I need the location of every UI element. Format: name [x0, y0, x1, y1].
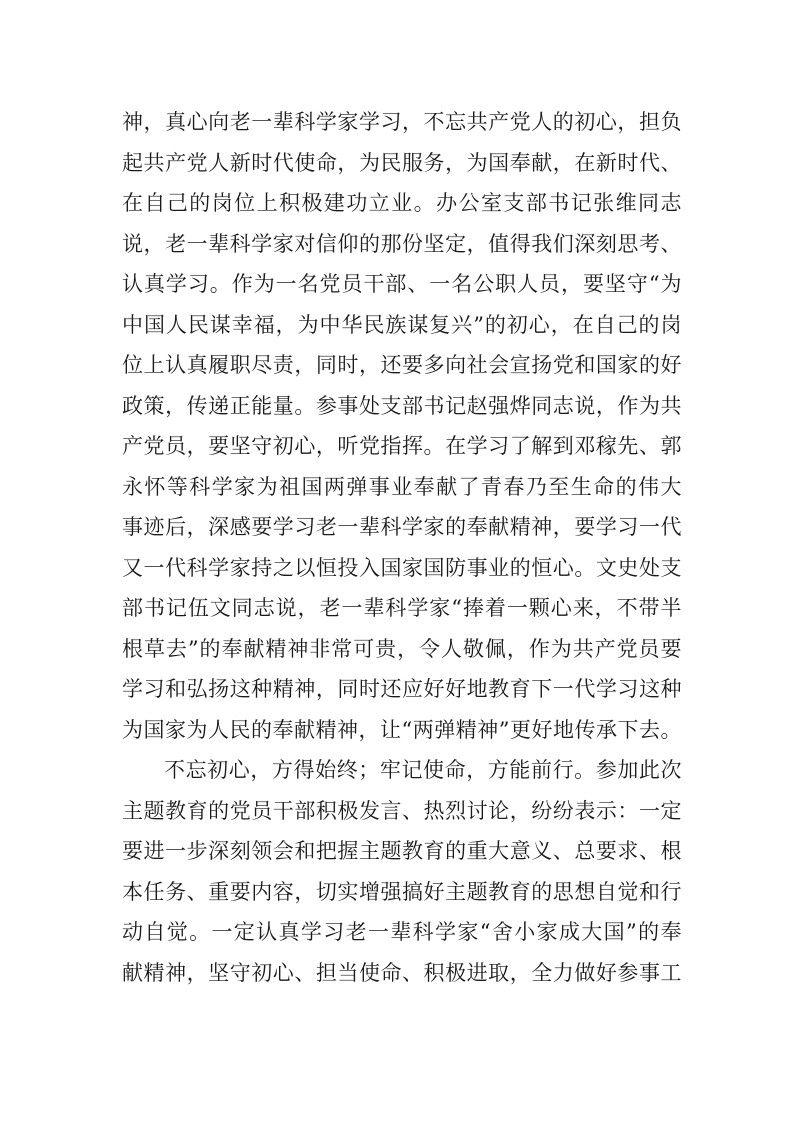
text-line: 不忘初心，方得始终；牢记使命，方能前行。参加此次	[164, 758, 682, 782]
text-line: 认真学习。作为一名党员干部、一名公职人员，要坚守“为	[122, 272, 682, 296]
text-line: 说，老一辈科学家对信仰的那份坚定，值得我们深刻思考、	[122, 231, 682, 256]
text-line: 在自己的岗位上积极建功立业。办公室支部书记张维同志	[122, 191, 682, 215]
text-line: 产党员，要坚守初心，听党指挥。在学习了解到邓稼先、郭	[122, 434, 682, 458]
text-line: 为国家为人民的奉献精神，让“两弹精神”更好地传承下去。	[122, 717, 682, 742]
text-line: 事迹后，深感要学习老一辈科学家的奉献精神，要学习一代	[122, 515, 682, 539]
text-line: 本任务、重要内容，切实增强搞好主题教育的思想自觉和行	[122, 879, 682, 904]
text-line: 政策，传递正能量。参事处支部书记赵强烨同志说，作为共	[122, 393, 682, 418]
paragraph-2	[122, 750, 682, 993]
text-line: 又一代科学家持之以恒投入国家国防事业的恒心。文史处支	[122, 555, 682, 580]
text-line: 主题教育的党员干部积极发言、热烈讨论，纷纷表示：一定	[122, 798, 682, 823]
text-line: 要进一步深刻领会和把握主题教育的重大意义、总要求、根	[122, 839, 682, 863]
text-line: 献精神，坚守初心、担当使命、积极进取，全力做好参事工	[122, 960, 682, 985]
body-text	[122, 102, 682, 993]
text-line: 神，真心向老一辈科学家学习，不忘共产党人的初心，担负	[122, 110, 682, 134]
text-line: 动自觉。一定认真学习老一辈科学家“舍小家成大国”的奉	[122, 920, 682, 944]
text-line: 学习和弘扬这种精神，同时还应好好地教育下一代学习这种	[122, 677, 682, 701]
text-line: 根草去”的奉献精神非常可贵，令人敬佩，作为共产党员要	[122, 636, 682, 661]
text-line: 中国人民谋幸福，为中华民族谋复兴”的初心，在自己的岗	[122, 312, 682, 337]
text-line: 位上认真履职尽责，同时，还要多向社会宣扬党和国家的好	[122, 353, 682, 377]
text-line: 永怀等科学家为祖国两弹事业奉献了青春乃至生命的伟大	[122, 474, 682, 499]
paragraph-1	[122, 102, 682, 750]
text-line: 部书记伍文同志说，老一辈科学家“捧着一颗心来，不带半	[122, 596, 682, 620]
text-line: 起共产党人新时代使命，为民服务，为国奉献，在新时代、	[122, 150, 682, 175]
